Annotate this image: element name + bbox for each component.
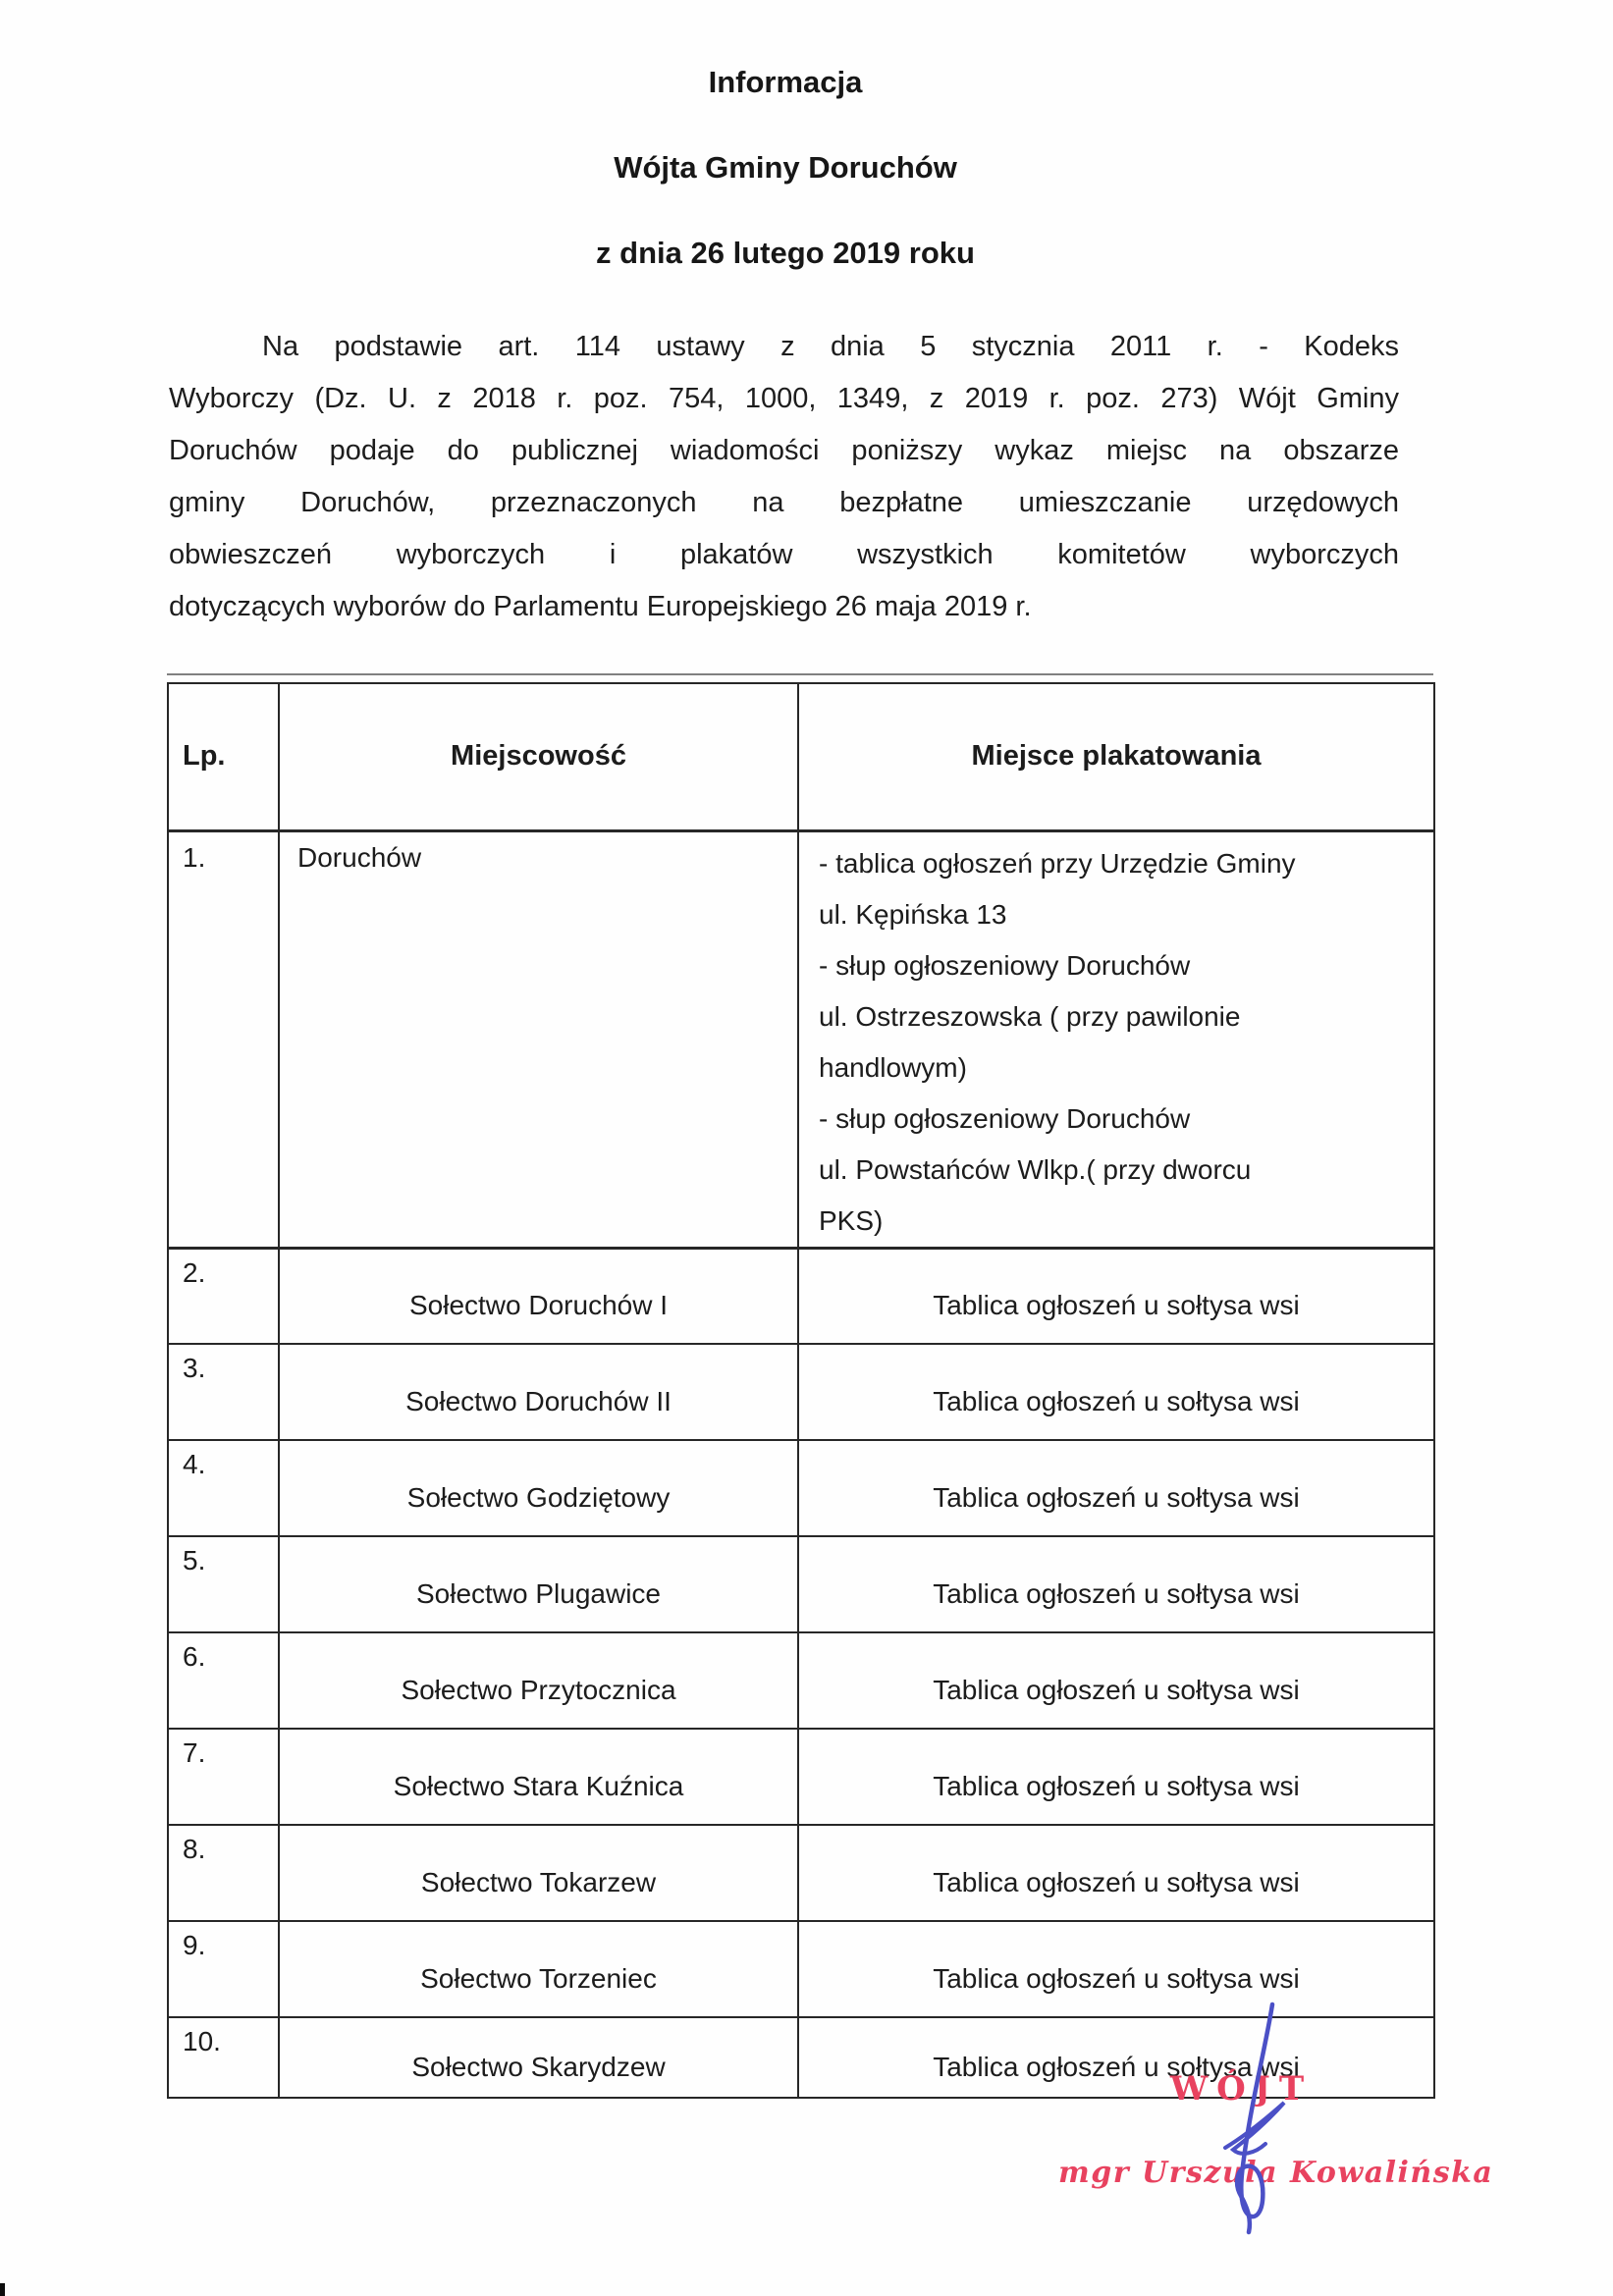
wojt-stamp-name: mgr Urszula Kowalińska xyxy=(1058,2156,1494,2190)
column-header-lp: Lp. xyxy=(168,683,279,830)
place-line: Tablica ogłoszeń u sołtysa wsi xyxy=(933,1482,1300,1513)
place-line: Tablica ogłoszeń u sołtysa wsi xyxy=(933,1963,1300,1994)
cell-miejscowosc: Sołectwo Plugawice xyxy=(279,1536,798,1632)
column-header-miejsce-plakatowania: Miejsce plakatowania xyxy=(798,683,1434,830)
cell-miejscowosc: Sołectwo Godziętowy xyxy=(279,1440,798,1536)
table-row xyxy=(168,1440,1434,1536)
intro-line: obwieszczeń wyborczych i plakatów wszystkich komitetów wyborczych xyxy=(169,539,1399,570)
place-line: Tablica ogłoszeń u sołtysa wsi xyxy=(933,1578,1300,1609)
place-line: - słup ogłoszeniowy Doruchów xyxy=(819,1102,1191,1134)
scan-artifact xyxy=(0,2283,5,2296)
cell-lp: 6. xyxy=(168,1632,279,1729)
place-line: PKS) xyxy=(819,1204,884,1236)
intro-line: Doruchów podaje do publicznej wiadomości poniższy wykaz miejsc na obszarze xyxy=(169,435,1399,466)
intro-line: Na podstawie art. 114 ustawy z dnia 5 stycznia 2011 r. - Kodeks xyxy=(262,331,1399,362)
cell-miejsce-plakatowania xyxy=(798,1729,1434,1825)
place-line: Tablica ogłoszeń u sołtysa wsi xyxy=(933,1867,1300,1897)
document-subtitle-author: Wójta Gminy Doruchów xyxy=(614,150,957,185)
cell-miejsce-plakatowania xyxy=(798,1440,1434,1536)
cell-miejscowosc: Sołectwo Tokarzew xyxy=(279,1825,798,1921)
cell-lp: 8. xyxy=(168,1825,279,1921)
cell-miejsce-plakatowania xyxy=(798,1344,1434,1440)
intro-line: gminy Doruchów, przeznaczonych na bezpłatne umieszczanie urzędowych xyxy=(169,487,1399,518)
document-title: Informacja xyxy=(708,65,863,99)
table-row xyxy=(168,1248,1434,1344)
posting-places-table xyxy=(167,682,1435,2099)
place-line: Tablica ogłoszeń u sołtysa wsi xyxy=(933,1771,1300,1801)
table-row xyxy=(168,1825,1434,1921)
intro-line: Wyborczy (Dz. U. z 2018 r. poz. 754, 1000, 1349, z 2019 r. poz. 273) Wójt Gminy xyxy=(169,383,1399,414)
place-line: Tablica ogłoszeń u sołtysa wsi xyxy=(933,1290,1300,1321)
place-line: handlowym) xyxy=(819,1051,967,1083)
place-line: ul. Powstańców Wlkp.( przy dworcu xyxy=(819,1153,1252,1185)
table-row xyxy=(168,1536,1434,1632)
handwritten-signature xyxy=(1210,1999,1303,2239)
cell-miejsce-plakatowania xyxy=(798,1248,1434,1344)
table-row xyxy=(168,1729,1434,1825)
intro-paragraph xyxy=(169,321,1399,633)
cell-lp: 10. xyxy=(168,2017,279,2098)
cell-miejsce-plakatowania xyxy=(798,1536,1434,1632)
cell-lp: 2. xyxy=(168,1248,279,1344)
intro-line: dotyczących wyborów do Parlamentu Europejskiego 26 maja 2019 r. xyxy=(169,591,1032,622)
cell-miejscowosc: Sołectwo Torzeniec xyxy=(279,1921,798,2017)
place-line: ul. Kępińska 13 xyxy=(819,898,1007,930)
table-row xyxy=(168,1344,1434,1440)
column-header-miejscowosc: Miejscowość xyxy=(279,683,798,830)
cell-lp: 3. xyxy=(168,1344,279,1440)
cell-miejsce-plakatowania xyxy=(798,1825,1434,1921)
cell-miejscowosc: Sołectwo Doruchów II xyxy=(279,1344,798,1440)
cell-lp: 9. xyxy=(168,1921,279,2017)
cell-miejscowosc: Sołectwo Doruchów I xyxy=(279,1248,798,1344)
place-line: Tablica ogłoszeń u sołtysa wsi xyxy=(933,1386,1300,1416)
cell-lp: 1. xyxy=(168,830,279,1248)
cell-miejsce-plakatowania xyxy=(798,830,1434,1248)
wojt-stamp-title: WÓJT xyxy=(1170,2069,1314,2109)
cell-lp: 7. xyxy=(168,1729,279,1825)
cell-miejscowosc: Sołectwo Przytocznica xyxy=(279,1632,798,1729)
table-row xyxy=(168,1632,1434,1729)
table-row xyxy=(168,830,1434,1248)
cell-miejsce-plakatowania xyxy=(798,1632,1434,1729)
cell-miejsce-plakatowania xyxy=(798,1921,1434,2017)
document-date-line: z dnia 26 lutego 2019 roku xyxy=(596,236,975,270)
place-line: ul. Ostrzeszowska ( przy pawilonie xyxy=(819,1000,1241,1032)
table-top-scan-line xyxy=(167,673,1433,675)
cell-miejscowosc: Sołectwo Stara Kuźnica xyxy=(279,1729,798,1825)
cell-lp: 4. xyxy=(168,1440,279,1536)
cell-lp: 5. xyxy=(168,1536,279,1632)
place-line: Tablica ogłoszeń u sołtysa wsi xyxy=(933,1675,1300,1705)
cell-miejscowosc: Sołectwo Skarydzew xyxy=(279,2017,798,2098)
table-header-row xyxy=(168,683,1434,830)
cell-miejsce-plakatowania xyxy=(798,2017,1434,2098)
place-line: Tablica ogłoszeń u sołtysa wsi xyxy=(933,2052,1300,2082)
cell-miejscowosc: Doruchów xyxy=(279,830,798,1248)
place-line: - słup ogłoszeniowy Doruchów xyxy=(819,949,1191,981)
place-line: - tablica ogłoszeń przy Urzędzie Gminy xyxy=(819,847,1296,879)
